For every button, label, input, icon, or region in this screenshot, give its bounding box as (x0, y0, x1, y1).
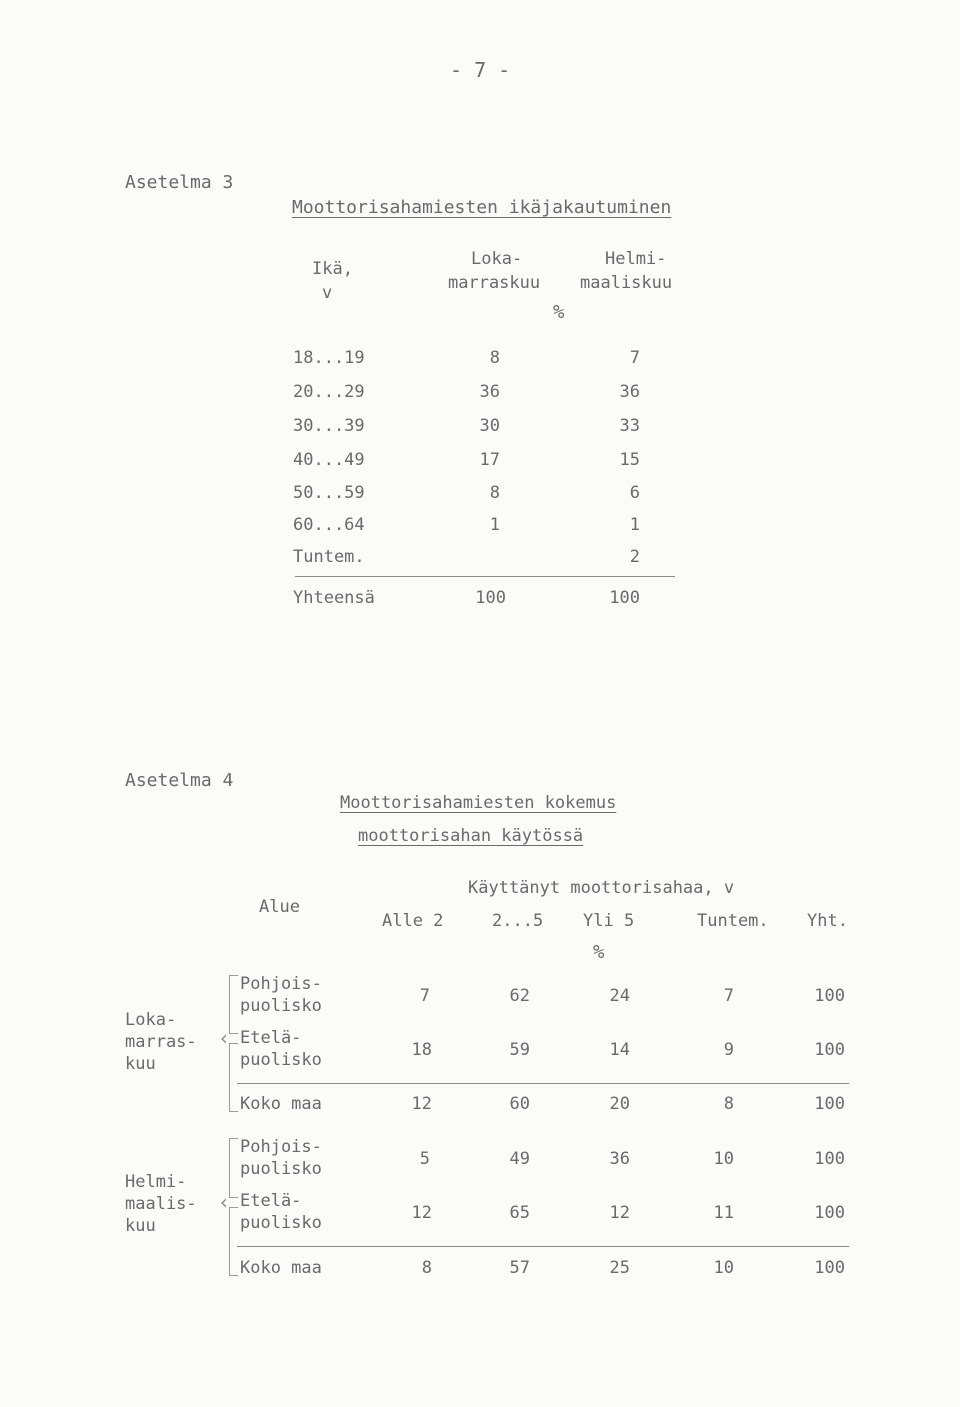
cell-2-5: 60 (509, 1094, 530, 1114)
table3-b-cell: 7 (629, 348, 640, 368)
group-brace-top (229, 975, 238, 1034)
table3-b-cell: 6 (629, 483, 640, 503)
page-number: - 7 - (450, 58, 511, 82)
table4-col-yli5: Yli 5 (583, 911, 635, 931)
region-north-line1: Pohjois- (240, 1137, 322, 1157)
cell-yli5: 20 (609, 1094, 630, 1114)
table3-age-cell: 20...29 (293, 382, 365, 402)
cell-2-5: 57 (509, 1258, 530, 1278)
cell-yht: 100 (814, 1040, 845, 1060)
table3-unit: % (553, 301, 565, 323)
region-north-line2: puolisko (240, 1159, 322, 1179)
table3-b-cell: 1 (629, 515, 640, 535)
table4-title-line1: Moottorisahamiesten kokemus (340, 793, 617, 813)
group-name-line3: kuu (125, 1054, 156, 1074)
table3-age-cell: Tuntem. (293, 547, 365, 567)
cell-tuntem: 7 (723, 986, 734, 1006)
cell-yli5: 36 (609, 1149, 630, 1169)
cell-alle2: 8 (421, 1258, 432, 1278)
table3-a-cell: 1 (489, 515, 500, 535)
cell-alle2: 7 (419, 986, 430, 1006)
cell-tuntem: 10 (713, 1258, 734, 1278)
region-north-line2: puolisko (240, 996, 322, 1016)
table3-total-label: Yhteensä (293, 588, 375, 608)
table3-b-cell: 36 (619, 382, 640, 402)
table4-col-alle2: Alle 2 (382, 911, 444, 931)
cell-yli5: 14 (609, 1040, 630, 1060)
table4-unit: % (593, 941, 605, 963)
cell-yht: 100 (814, 1203, 845, 1223)
group-name-line3: kuu (125, 1216, 156, 1236)
cell-2-5: 65 (509, 1203, 530, 1223)
table4-col-group: Käyttänyt moottorisahaa, v (468, 878, 735, 898)
table3-col-age-line2: v (322, 283, 333, 303)
table3-a-cell: 17 (479, 450, 500, 470)
cell-tuntem: 10 (713, 1149, 734, 1169)
table3-col-b-line2: maaliskuu (580, 273, 673, 293)
table3-label: Asetelma 3 (125, 172, 234, 193)
table3-a-cell: 30 (479, 416, 500, 436)
region-south-line2: puolisko (240, 1050, 322, 1070)
group-name-line1: Helmi- (125, 1172, 187, 1192)
cell-yli5: 12 (609, 1203, 630, 1223)
region-south-line1: Etelä- (240, 1191, 302, 1211)
cell-yli5: 24 (609, 986, 630, 1006)
table3-age-cell: 30...39 (293, 416, 365, 436)
table3-col-b-line1: Helmi- (605, 249, 667, 269)
cell-tuntem: 8 (723, 1094, 734, 1114)
table4-col-2-5: 2...5 (492, 911, 544, 931)
cell-2-5: 59 (509, 1040, 530, 1060)
group-brace-bottom (229, 1043, 238, 1112)
table3-b-cell: 15 (619, 450, 640, 470)
table3-a-cell: 8 (489, 348, 500, 368)
region-south-line1: Etelä- (240, 1028, 302, 1048)
group-name-line2: marras- (125, 1032, 197, 1052)
table3-a-cell: 36 (479, 382, 500, 402)
group-name-line2: maalis- (125, 1194, 197, 1214)
cell-alle2: 12 (411, 1203, 432, 1223)
table3-col-age-line1: Ikä, (312, 259, 353, 279)
cell-yht: 100 (814, 1149, 845, 1169)
table3-col-a-line1: Loka- (471, 249, 523, 269)
cell-alle2: 18 (411, 1040, 432, 1060)
table4-title-line2: moottorisahan käytössä (358, 826, 584, 846)
total-label: Koko maa (240, 1258, 322, 1278)
table4-col-area: Alue (259, 897, 300, 917)
group-name-line1: Loka- (125, 1010, 177, 1030)
cell-tuntem: 9 (723, 1040, 734, 1060)
cell-yli5: 25 (609, 1258, 630, 1278)
cell-tuntem: 11 (713, 1203, 734, 1223)
table3-title: Moottorisahamiesten ikäjakautuminen (292, 197, 672, 218)
table3-col-a-line2: marraskuu (448, 273, 541, 293)
cell-alle2: 12 (411, 1094, 432, 1114)
table3-age-cell: 40...49 (293, 450, 365, 470)
table4-label: Asetelma 4 (125, 770, 234, 791)
table3-age-cell: 18...19 (293, 348, 365, 368)
group-brace-top (229, 1138, 238, 1198)
table3-b-cell: 2 (629, 547, 640, 567)
cell-yht: 100 (814, 1094, 845, 1114)
table4-col-tuntem: Tuntem. (697, 911, 769, 931)
cell-yht: 100 (814, 1258, 845, 1278)
region-south-line2: puolisko (240, 1213, 322, 1233)
group-total-rule (237, 1246, 849, 1247)
table3-age-cell: 60...64 (293, 515, 365, 535)
table3-total-b: 100 (609, 588, 640, 608)
cell-2-5: 49 (509, 1149, 530, 1169)
table3-a-cell: 8 (489, 483, 500, 503)
group-total-rule (237, 1083, 849, 1084)
table3-age-cell: 50...59 (293, 483, 365, 503)
table3-b-cell: 33 (619, 416, 640, 436)
cell-yht: 100 (814, 986, 845, 1006)
table4-col-yht: Yht. (807, 911, 848, 931)
group-brace-bottom (229, 1207, 238, 1276)
table3-total-a: 100 (475, 588, 506, 608)
cell-alle2: 5 (419, 1149, 430, 1169)
brace-point-icon: ‹ (218, 1190, 231, 1214)
region-north-line1: Pohjois- (240, 974, 322, 994)
table3-total-rule (295, 576, 675, 577)
brace-point-icon: ‹ (218, 1026, 231, 1050)
total-label: Koko maa (240, 1094, 322, 1114)
cell-2-5: 62 (509, 986, 530, 1006)
